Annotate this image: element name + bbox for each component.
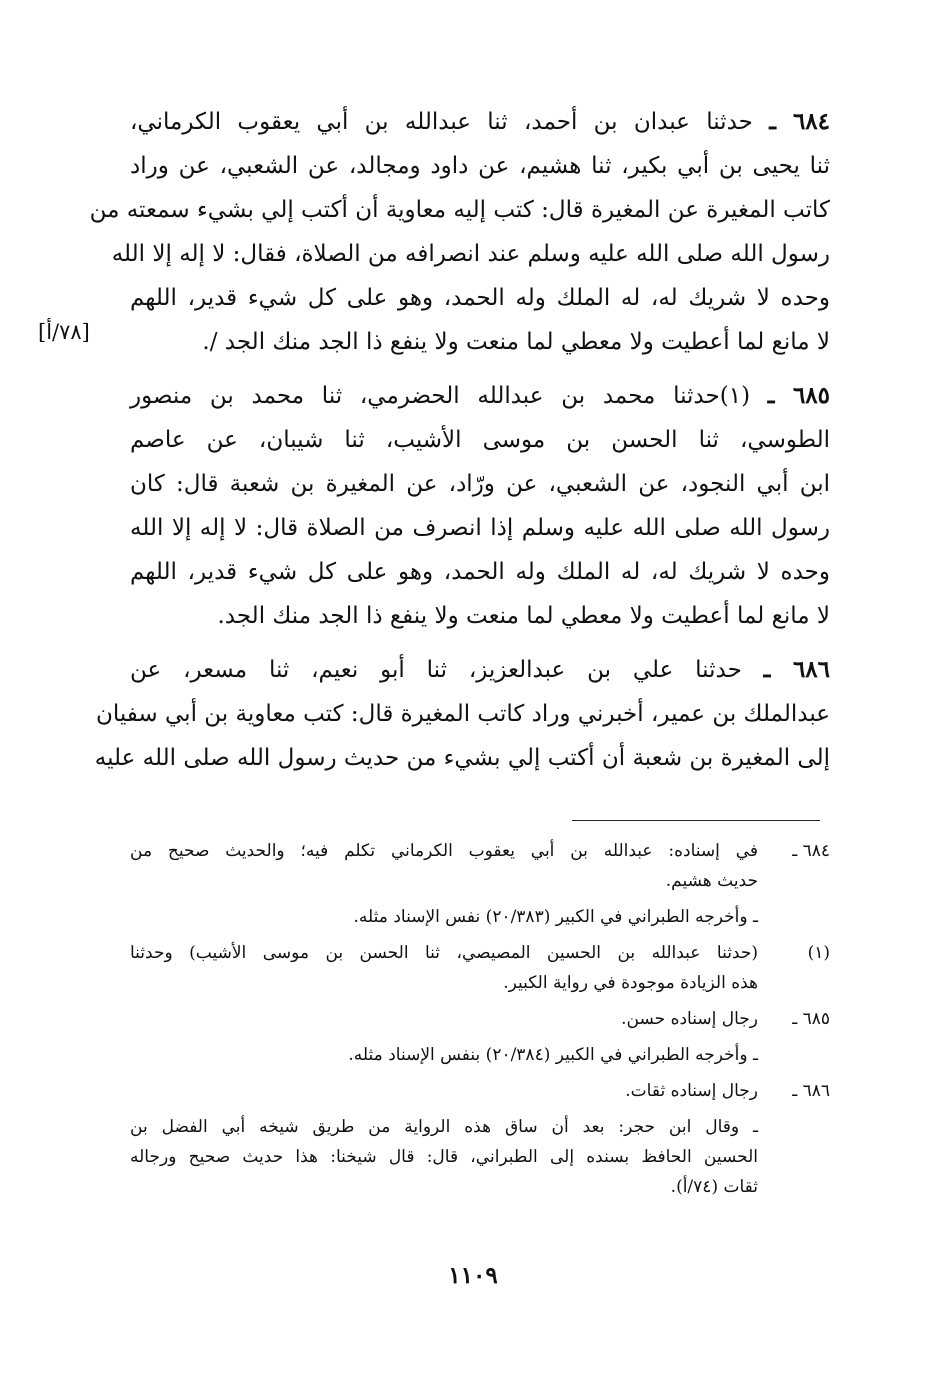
footnote-line: ثقات (٧٤/أ).: [670, 1177, 758, 1197]
text-line: لا مانع لما أعطيت ولا معطي لما منعت ولا ينفع ذا الجد منك الجد /.: [202, 329, 830, 355]
footnote-tag: ٦٨٥ ـ: [792, 1009, 830, 1029]
hadith-686: [94, 648, 831, 780]
footnote-line: هذه الزيادة موجودة في رواية الكبير.: [503, 973, 758, 993]
footnote-686: [130, 1076, 830, 1106]
hadith-number: ٦٨٤ ـ: [769, 108, 830, 135]
manuscript-folio-ref: [٧٨/أ]: [38, 320, 90, 344]
text-line: كاتب المغيرة عن المغيرة قال: كتب إليه معاوية أن أكتب إلي بشيء سمعته من: [89, 197, 830, 223]
text-line: عبدالملك بن عمير، أخبرني وراد كاتب المغيرة قال: كتب معاوية بن أبي سفيان: [95, 701, 830, 727]
footnote-line: ـ وأخرجه الطبراني في الكبير (٢٠/٣٨٤) بنفس الإسناد مثله.: [348, 1045, 758, 1065]
text-line: وحده لا شريك له، له الملك وله الحمد، وهو على كل شيء قدير، اللهم: [130, 285, 830, 311]
hadith-number: ٦٨٦ ـ: [763, 656, 831, 683]
footnote-tag: ٦٨٤ ـ: [792, 841, 830, 861]
text-line: إلى المغيرة بن شعبة أن أكتب إلي بشيء من حديث رسول الله صلى الله عليه: [94, 745, 830, 771]
text-line: ابن أبي النجود، عن الشعبي، عن ورّاد، عن المغيرة بن شعبة قال: كان: [130, 471, 830, 497]
main-text: [89, 100, 831, 790]
footnote-686-ibn-hajar: [130, 1112, 830, 1202]
footnote-685-source: [130, 1040, 830, 1070]
text-line: وحده لا شريك له، له الملك وله الحمد، وهو على كل شيء قدير، اللهم: [130, 559, 830, 585]
footnote-684-source: [130, 902, 830, 932]
footnotes: [130, 836, 830, 1208]
footnote-tag: (١): [807, 943, 830, 963]
footnote-line: ٦٨٦ ـ رجال إسناده ثقات.: [130, 1076, 830, 1106]
hadith-685: [130, 374, 830, 638]
footnote-divider: [572, 820, 820, 821]
page-number: ١١٠٩: [448, 1262, 498, 1289]
hadith-number: ٦٨٥ ـ: [767, 382, 831, 409]
footnote-685: [130, 1004, 830, 1034]
footnote-line: ـ وأخرجه الطبراني في الكبير (٢٠/٣٨٣) نفس الإسناد مثله.: [353, 907, 758, 927]
text-line: الطوسي، ثنا الحسن بن موسى الأشيب، ثنا شيبان، عن عاصم: [130, 427, 830, 453]
footnote-line: حديث هشيم.: [665, 871, 758, 891]
text-line: ٦٨٥ ـ (١)حدثنا محمد بن عبدالله الحضرمي، ثنا محمد بن منصور: [130, 382, 831, 409]
footnote-tag: ٦٨٦ ـ: [792, 1081, 830, 1101]
text-line: ثنا يحيى بن أبي بكير، ثنا هشيم، عن داود ومجالد، عن الشعبي، عن وراد: [130, 153, 830, 179]
text-line: رسول الله صلى الله عليه وسلم عند انصرافه من الصلاة، فقال: لا إله إلا الله: [111, 241, 830, 267]
footnote-line: ٦٨٤ ـ في إسناده: عبدالله بن أبي يعقوب الكرماني تكلم فيه؛ والحديث صحيح من: [130, 836, 830, 866]
footnote-line: ٦٨٥ ـ رجال إسناده حسن.: [130, 1004, 830, 1034]
text-line: ٦٨٤ ـ حدثنا عبدان بن أحمد، ثنا عبدالله بن أبي يعقوب الكرماني،: [130, 108, 830, 135]
footnote-1: [130, 938, 830, 998]
footnote-684: [130, 836, 830, 896]
footnote-line: ـ وقال ابن حجر: بعد أن ساق هذه الرواية من طريق شيخه أبي الفضل بن: [130, 1117, 758, 1137]
text-line: لا مانع لما أعطيت ولا معطي لما منعت ولا ينفع ذا الجد منك الجد.: [217, 603, 830, 629]
text-line: ٦٨٦ ـ حدثنا علي بن عبدالعزيز، ثنا أبو نعيم، ثنا مسعر، عن: [130, 656, 831, 683]
footnote-line: (١) (حدثنا عبدالله بن الحسين المصيصي، ثنا الحسن بن موسى الأشيب) وحدثنا: [130, 938, 830, 968]
text-line: رسول الله صلى الله عليه وسلم إذا انصرف من الصلاة قال: لا إله إلا الله: [130, 515, 830, 541]
footnote-line: الحسين الحافظ بسنده إلى الطبراني، قال: قال شيخنا: هذا حديث صحيح ورجاله: [130, 1147, 758, 1167]
hadith-684: [89, 100, 830, 364]
